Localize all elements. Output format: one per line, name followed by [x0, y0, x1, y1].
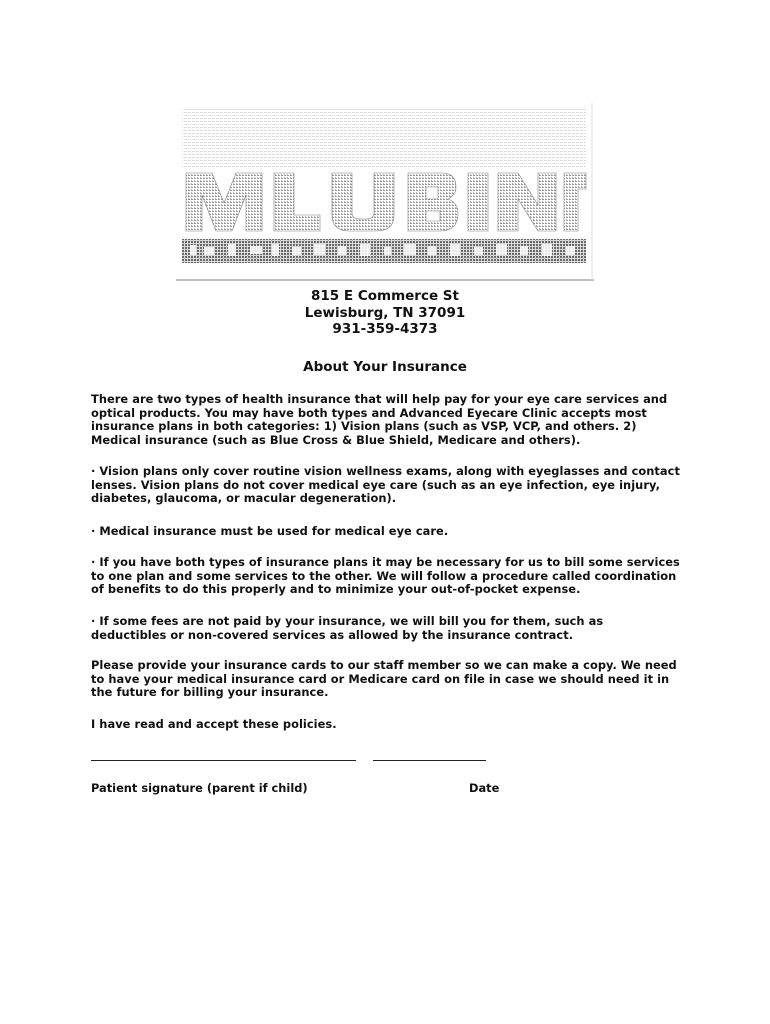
- clinic-logo: [176, 103, 594, 281]
- clinic-logo-graphic: [176, 103, 594, 281]
- patient-signature-line[interactable]: [91, 760, 356, 761]
- address-street: 815 E Commerce St: [311, 288, 459, 304]
- coordination-of-benefits-paragraph: · If you have both types of insurance plans it may be necessary for us to bill some services to one plan and some services to the other. We will follow a procedure called coordination of benefits to do this properly and to minimize your out-of-pocket expense.: [91, 555, 680, 597]
- intro-paragraph: There are two types of health insurance that will help pay for your eye care services and optical products. You may have both types and Advanced Eyecare Clinic accepts most insurance plans in both categories: 1) Vision plans (such as VSP, VCP, and others. 2) Medical insurance (such as Blue Cross & Blue Shield, Medicare and others).: [91, 392, 668, 447]
- vision-plans-paragraph: · Vision plans only cover routine vision wellness exams, along with eyeglasses and contact lenses. Vision plans do not cover medical eye care (such as an eye infection, eye injury, diabetes, glaucoma, or macular degeneration).: [91, 464, 680, 506]
- address-phone: 931-359-4373: [332, 321, 438, 337]
- date-signature-line[interactable]: [373, 760, 486, 761]
- medical-insurance-paragraph: · Medical insurance must be used for medical eye care.: [91, 524, 449, 538]
- page-title: About Your Insurance: [303, 359, 467, 375]
- address-city: Lewisburg, TN 37091: [304, 304, 466, 321]
- patient-signature-label: Patient signature (parent if child): [91, 781, 308, 795]
- insurance-cards-paragraph: Please provide your insurance cards to our staff member so we can make a copy. We need to have your medical insurance card or Medicare card on file in case we should need it in the future for billing your insurance.: [91, 658, 677, 700]
- acceptance-statement: I have read and accept these policies.: [91, 717, 337, 731]
- clinic-address: [0, 288, 770, 338]
- unpaid-fees-paragraph: · If some fees are not paid by your insurance, we will bill you for them, such as deductibles or non-covered services as allowed by the insurance contract.: [91, 614, 604, 642]
- date-label: Date: [469, 781, 500, 795]
- logo-wordmark: [186, 173, 586, 231]
